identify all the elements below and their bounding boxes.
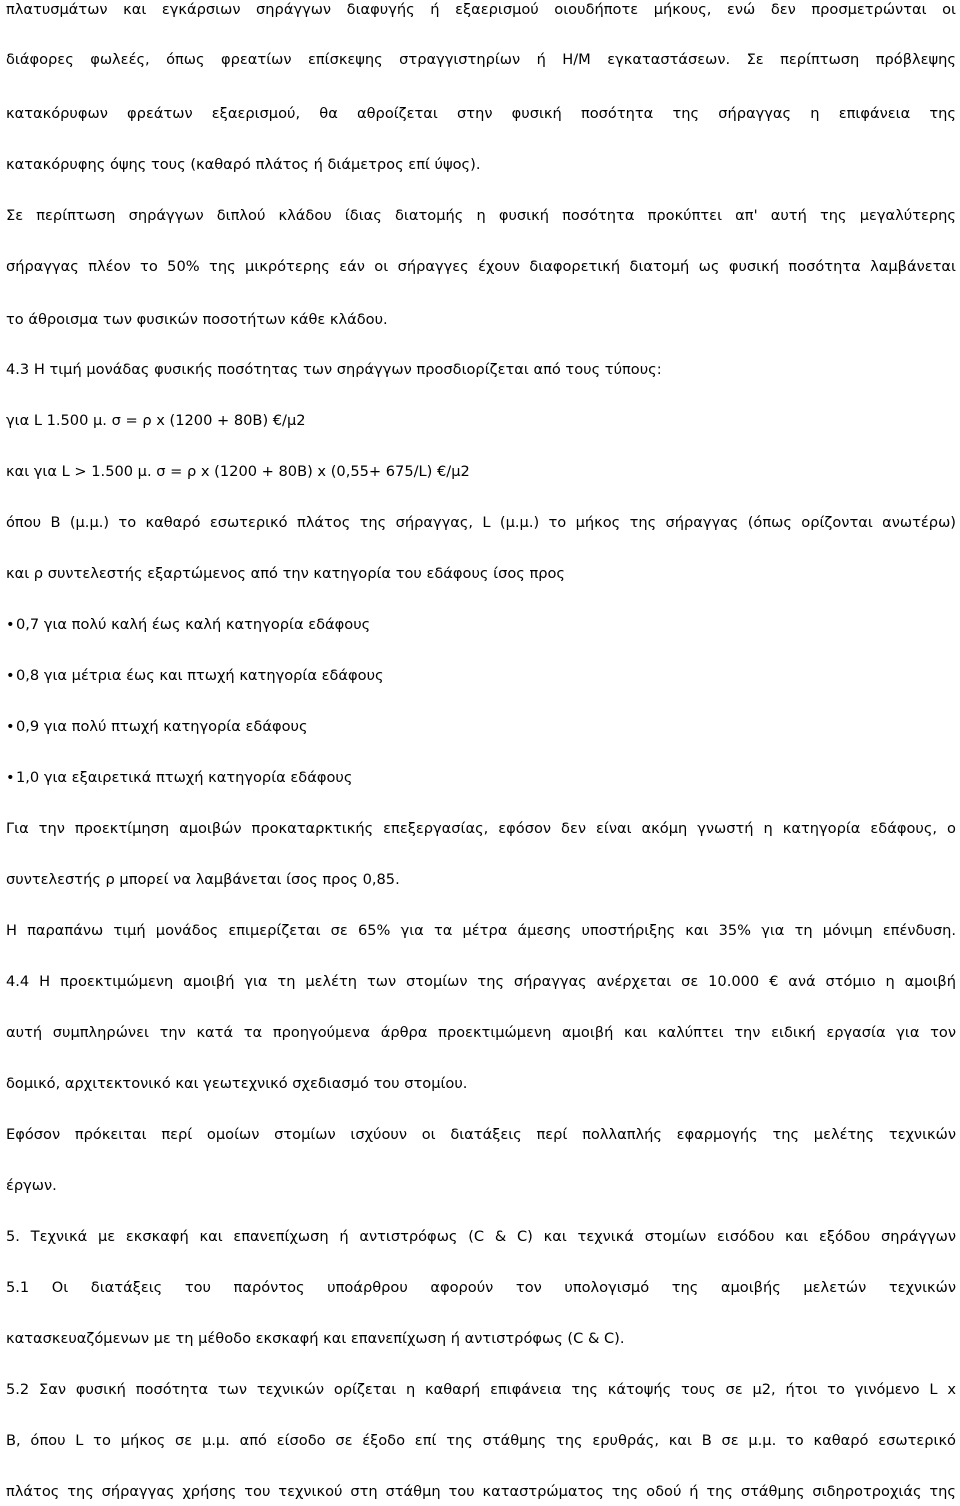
- text-line-where: όπου B (μ.μ.) το καθαρό εσωτερικό πλάτος της σήραγγας, L (μ.μ.) το μήκος της σήραγγας (όπως ορίζονται ανωτέρω): [6, 514, 956, 531]
- section-4-3-heading: 4.3 Η τιμή μονάδας φυσικής ποσότητας των σηράγγων προσδιορίζεται από τους τύπους:: [6, 361, 662, 378]
- list-item-text: 0,9 για πολύ πτωχή κατηγορία εδάφους: [16, 718, 308, 735]
- section-5-2-line-2: B, όπου L το μήκος σε μ.μ. από είσοδο σε έξοδο επί της στάθμης της ερυθράς, και B σε μ.μ. το καθαρό εσωτερικό: [6, 1432, 956, 1449]
- text-line-1: πλατυσμάτων και εγκάρσιων σηράγγων διαφυγής ή εξαερισμού οιουδήποτε μήκους, ενώ δεν προσμετρώνται οι: [6, 1, 956, 18]
- section-5-heading: 5. Τεχνικά με εκσκαφή και επανεπίχωση ή αντιστρόφως (C & C) και τεχνικά στομίων εισόδου και εξόδου σηράγγων: [6, 1228, 956, 1245]
- list-item: [6, 767, 352, 789]
- bullet-icon: •: [6, 667, 15, 684]
- text-line-3: κατακόρυφων φρεάτων εξαερισμού, θα αθροίζεται στην φυσική ποσότητα της σήραγγας η επιφάνεια της: [6, 105, 956, 122]
- text-line-coefficient-value: συντελεστής ρ μπορεί να λαμβάνεται ίσος προς 0,85.: [6, 871, 400, 888]
- section-4-4-line-3: δομικό, αρχιτεκτονικό και γεωτεχνικό σχεδιασμό του στομίου.: [6, 1075, 468, 1092]
- text-line-7: το άθροισμα των φυσικών ποσοτήτων κάθε κλάδου.: [6, 311, 388, 328]
- text-line-5: Σε περίπτωση σηράγγων διπλού κλάδου ίδιας διατομής η φυσική ποσότητα προκύπτει απ' αυτή της μεγαλύτερης: [6, 207, 956, 224]
- text-line-similar-2: έργων.: [6, 1177, 57, 1194]
- section-5-1-line-2: κατασκευαζόμενων με τη μέθοδο εκσκαφή και επανεπίχωση ή αντιστρόφως (C & C).: [6, 1330, 625, 1347]
- bullet-icon: •: [6, 718, 15, 735]
- section-5-2-line-1: 5.2 Σαν φυσική ποσότητα των τεχνικών ορίζεται η καθαρή επιφάνεια της κάτοψής τους σε μ2, ήτοι το γινόμενο L x: [6, 1381, 956, 1398]
- text-line-6: σήραγγας πλέον το 50% της μικρότερης εάν οι σήραγγες έχουν διαφορετική διατομή ως φυσική ποσότητα λαμβάνεται: [6, 258, 956, 275]
- text-line-2: διάφορες φωλεές, όπως φρεατίων επίσκεψης στραγγιστηρίων ή Η/Μ εγκαταστάσεων. Σε περίπτωση πρόβλεψης: [6, 51, 956, 68]
- formula-line-1: για L 1.500 μ. σ = ρ x (1200 + 80B) €/μ2: [6, 412, 306, 429]
- section-5-1-line-1: 5.1 Οι διατάξεις του παρόντος υποάρθρου αφορούν τον υπολογισμό της αμοιβής μελετών τεχνικών: [6, 1279, 956, 1296]
- formula-line-2: και για L > 1.500 μ. σ = ρ x (1200 + 80B) x (0,55+ 675/L) €/μ2: [6, 463, 470, 480]
- section-4-4-line-1: 4.4 Η προεκτιμώμενη αμοιβή για τη μελέτη των στομίων της σήραγγας ανέρχεται σε 10.000 € ανά στόμιο η αμοιβή: [6, 973, 956, 990]
- list-item: [6, 716, 308, 738]
- list-item-text: 1,0 για εξαιρετικά πτωχή κατηγορία εδάφους: [16, 769, 353, 786]
- text-line-estimate: Για την προεκτίμηση αμοιβών προκαταρκτικής επεξεργασίας, εφόσον δεν είναι ακόμη γνωστή η κατηγορία εδάφους, ο: [6, 820, 956, 837]
- list-item: [6, 614, 370, 636]
- list-item: [6, 665, 384, 687]
- bullet-icon: •: [6, 769, 15, 786]
- section-4-4-line-2: αυτή συμπληρώνει την κατά τα προηγούμενα άρθρα προεκτιμώμενη αμοιβή και καλύπτει την ειδική εργασία για τον: [6, 1024, 956, 1041]
- text-line-4: κατακόρυφης όψης τους (καθαρό πλάτος ή διάμετρος επί ύψος).: [6, 156, 481, 173]
- list-item-text: 0,8 για μέτρια έως και πτωχή κατηγορία εδάφους: [16, 667, 384, 684]
- list-item-text: 0,7 για πολύ καλή έως καλή κατηγορία εδάφους: [16, 616, 371, 633]
- text-line-coefficient: και ρ συντελεστής εξαρτώμενος από την κατηγορία του εδάφους ίσος προς: [6, 565, 565, 582]
- text-line-similar-1: Εφόσον πρόκειται περί ομοίων στομίων ισχύουν οι διατάξεις περί πολλαπλής εφαρμογής της μελέτης τεχνικών: [6, 1126, 956, 1143]
- text-line-split: Η παραπάνω τιμή μονάδος επιμερίζεται σε 65% για τα μέτρα άμεσης υποστήριξης και 35% για τη μόνιμη επένδυση.: [6, 922, 956, 939]
- section-5-2-line-3: πλάτος της σήραγγας χρήσης του τεχνικού στη στάθμη του καταστρώματος της οδού ή της στάθμης σιδηροτροχιάς της: [6, 1483, 956, 1500]
- bullet-icon: •: [6, 616, 15, 633]
